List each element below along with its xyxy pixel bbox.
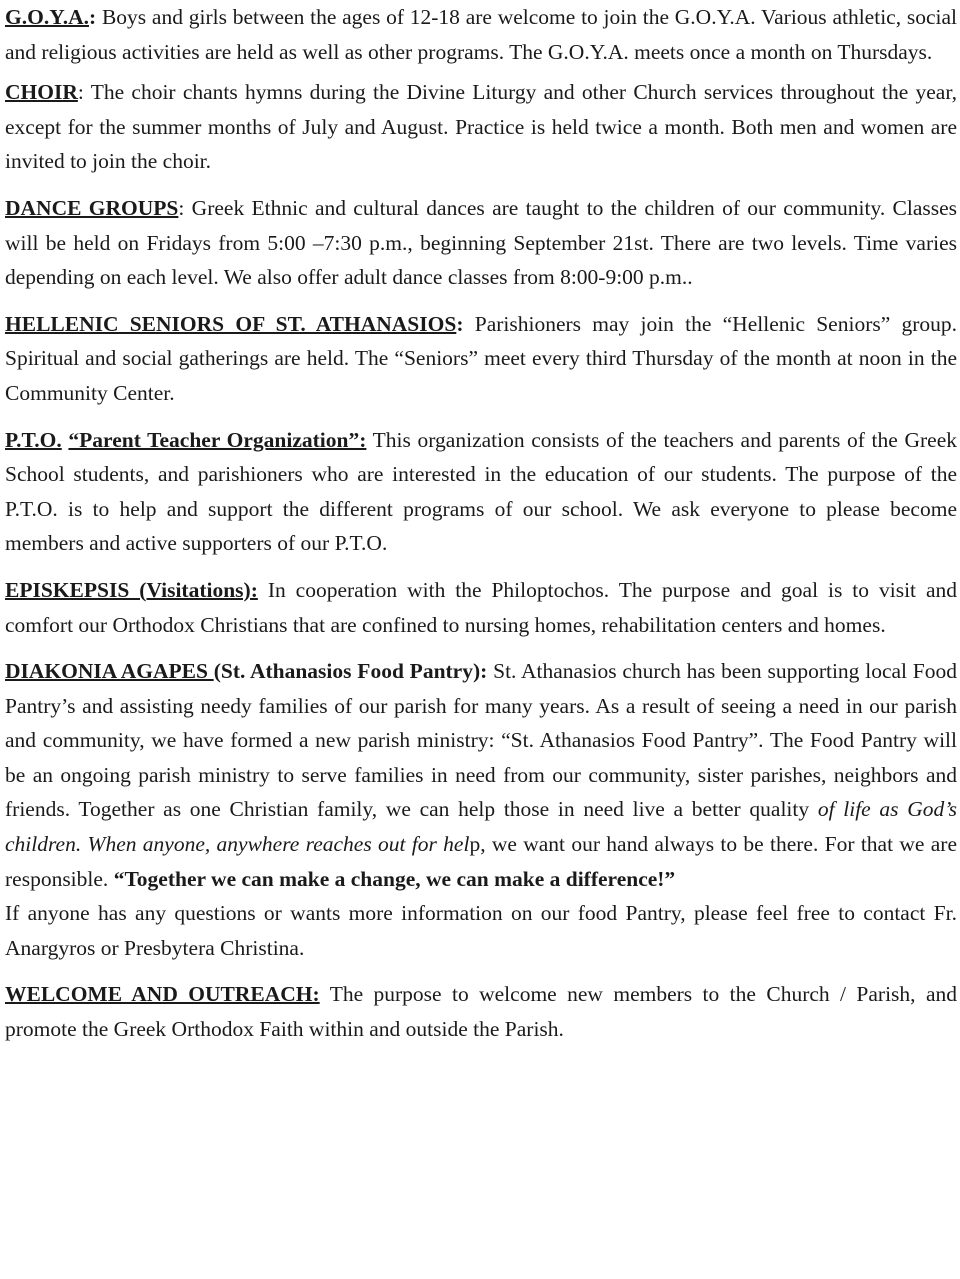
dance-body: Greek Ethnic and cultural dances are taught to the children of our community. Classes will be held on Fridays from 5:00 –7:30 p.m., beginning September 21st. There are two levels. Time varies depending on each level. We also offer adult dance classes from 8:00-9:00 p.m.. xyxy=(5,195,958,290)
diakonia-italic: of life as God’s children. When anyone, anywhere reaches out for hel xyxy=(5,797,957,857)
seniors-body: Parishioners may join the “Hellenic Seniors” group. Spiritual and social gatherings are held. The “Seniors” meet every third Thursday of the month at noon in the Community Center. xyxy=(5,311,958,405)
welcome-body: The purpose to welcome new members to the Church / Parish, and promote the Greek Orthodox Faith within and outside the Parish. xyxy=(5,982,957,1042)
choir-section xyxy=(5,75,957,179)
goya-body: Boys and girls between the ages of 12-18 are welcome to join the G.O.Y.A. Various athletic, social and religious activities are held as well as other programs. The G.O.Y.A. meets once a month on Thursdays. xyxy=(5,5,957,64)
pto-section xyxy=(5,423,957,561)
diakonia-body-2: p, we want our hand always to be there. For that we are responsible. xyxy=(5,832,957,891)
diakonia-bold-quote: “Together we can make a change, we can make a difference!” xyxy=(113,866,676,891)
goya-heading-colon: : xyxy=(89,5,97,29)
episkepsis-section xyxy=(5,573,957,642)
episkepsis-heading: EPISKEPSIS (Visitations): xyxy=(5,577,258,602)
diakonia-body-1: St. Athanasios church has been supporting local Food Pantry’s and assisting needy families of our parish for many years. As a result of seeing a need in our parish and community, we have formed a new parish ministry: “St. Athanasios Food Pantry”. The Food Pantry will be an ongoing parish ministry to serve families in need from our community, sister parishes, neighbors and friends. Together as one Christian family, we can help those in need live a better quality xyxy=(5,659,958,822)
choir-heading-colon: : xyxy=(77,80,84,105)
seniors-section xyxy=(5,307,957,411)
episkepsis-body: In cooperation with the Philoptochos. The purpose and goal is to visit and comfort our Orthodox Christians that are confined to nursing homes, rehabilitation centers and homes. xyxy=(5,577,957,637)
dance-section xyxy=(5,191,957,295)
document-page xyxy=(5,0,957,1047)
pto-body: This organization consists of the teachers and parents of the Greek School students, and parishioners who are interested in the education of our students. The purpose of the P.T.O. is to help and support the different programs of our school. We ask everyone to please become members and active supporters of our P.T.O. xyxy=(5,427,957,556)
diakonia-contact: If anyone has any questions or wants more information on our food Pantry, please feel free to contact Fr. Anargyros or Presbytera Christina. xyxy=(5,901,957,960)
diakonia-heading: DIAKONIA AGAPES xyxy=(5,659,214,684)
pto-subheading: “Parent Teacher Organization”: xyxy=(68,427,367,452)
diakonia-section xyxy=(5,654,957,896)
seniors-heading: HELLENIC SENIORS OF ST. ATHANASIOS xyxy=(5,311,457,336)
dance-heading: DANCE GROUPS xyxy=(5,195,179,220)
diakonia-heading-bold: (St. Athanasios Food Pantry): xyxy=(213,659,488,684)
seniors-heading-colon: : xyxy=(456,311,464,336)
welcome-section xyxy=(5,977,957,1046)
goya-section xyxy=(5,0,957,69)
pto-heading: P.T.O. xyxy=(5,427,62,452)
choir-body: The choir chants hymns during the Divine Liturgy and other Church services throughout the year, except for the summer months of July and August. Practice is held twice a month. Both men and women are invited to join the choir. xyxy=(5,80,957,174)
dance-heading-colon: : xyxy=(178,195,185,220)
welcome-heading: WELCOME AND OUTREACH: xyxy=(5,982,320,1007)
goya-heading: G.O.Y.A. xyxy=(5,5,90,29)
choir-heading: CHOIR xyxy=(5,80,78,105)
